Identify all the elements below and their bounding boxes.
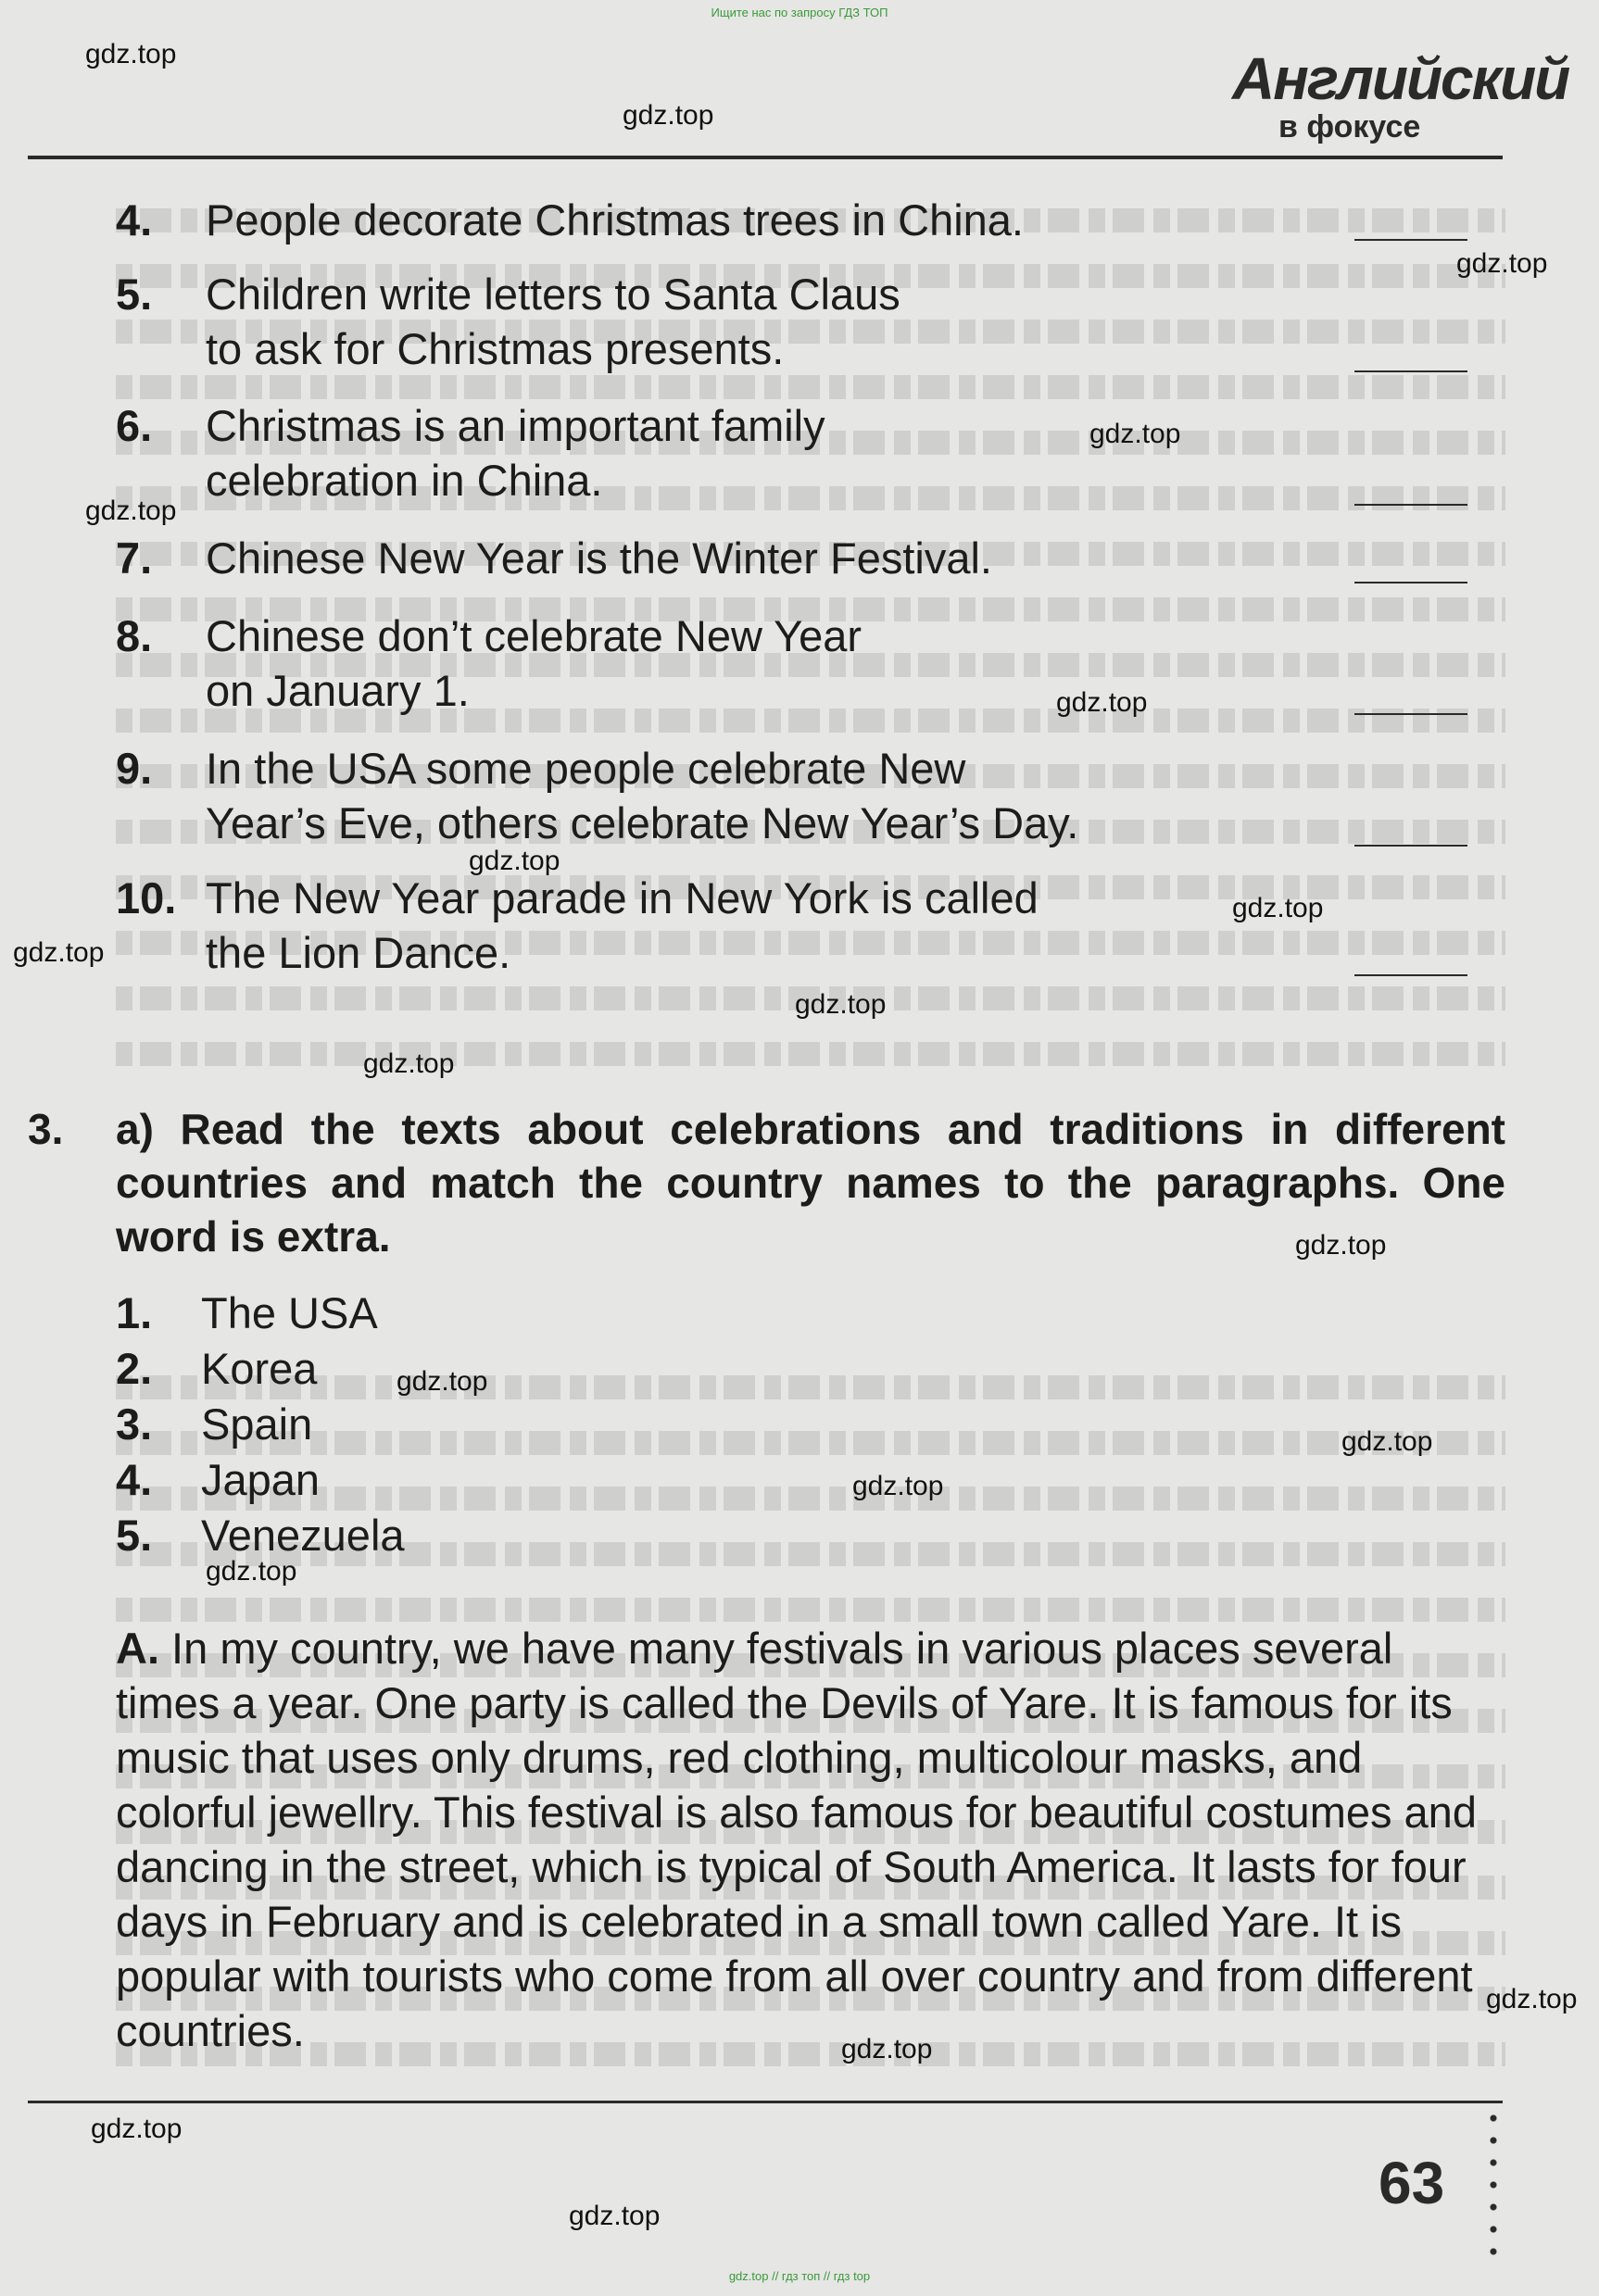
country-name: Venezuela <box>201 1511 405 1560</box>
watermark: gdz.top <box>85 496 177 526</box>
answer-blank[interactable] <box>1354 370 1467 372</box>
country-number: 4. <box>116 1455 153 1504</box>
watermark: gdz.top <box>852 1471 944 1501</box>
logo-subtitle: в фокусе <box>1278 109 1421 144</box>
statement-number: 5. <box>116 270 153 319</box>
answer-blank[interactable] <box>1354 582 1467 583</box>
watermark: gdz.top <box>1486 1984 1578 2014</box>
answer-blank[interactable] <box>1354 845 1467 847</box>
footer-dotted-line <box>1488 2107 1499 2265</box>
country-item <box>116 1508 405 1562</box>
statement-text: People decorate Christmas trees in China. <box>206 195 1024 245</box>
page-number: 63 <box>1379 2150 1445 2216</box>
watermark: gdz.top <box>469 846 560 876</box>
country-name: The USA <box>201 1288 378 1337</box>
country-name: Spain <box>201 1399 313 1449</box>
paragraph-text: In my country, we have many festivals in various places several times a year. One party is called the Devils of Yare. It is famous for its music that uses only drums, red clothing, multicolour masks, and colorful jewellry. This festival is also famous for beautiful costumes and dancing in the street, which is typical of South America. It lasts for four days in February and is celebrated in a small town called Yare. It is popular with tourists who come from all over country and from different countries. <box>116 1624 1477 2055</box>
footer-rule <box>28 2101 1503 2103</box>
watermark: gdz.top <box>623 100 714 131</box>
watermark: gdz.top <box>397 1366 488 1397</box>
exercise-number: 3. <box>28 1105 64 1153</box>
statement-text: Christmas is an important family celebration in China. <box>206 401 825 505</box>
watermark: gdz.top <box>1232 893 1324 923</box>
watermark: gdz.top <box>569 2201 661 2231</box>
statement-number: 8. <box>116 611 153 660</box>
country-item <box>116 1397 312 1451</box>
header-rule <box>28 156 1503 159</box>
textbook-logo <box>1232 44 1569 146</box>
country-item <box>116 1286 378 1340</box>
top-banner-note: Ищите нас по запросу ГДЗ ТОП <box>711 6 888 19</box>
watermark: gdz.top <box>841 2034 933 2064</box>
country-name: Japan <box>201 1455 321 1504</box>
answer-blank[interactable] <box>1354 974 1467 976</box>
country-number: 2. <box>116 1344 153 1393</box>
statement-number: 7. <box>116 533 153 583</box>
statement-text: The New Year parade in New York is called the Lion Dance. <box>206 873 1039 977</box>
country-name: Korea <box>201 1344 318 1393</box>
statement-text: In the USA some people celebrate New Year’s Eve, others celebrate New Year’s Day. <box>206 744 1079 847</box>
watermark: gdz.top <box>1056 687 1148 718</box>
watermark: gdz.top <box>363 1048 455 1079</box>
watermark: gdz.top <box>1295 1230 1387 1261</box>
statement-text: Children write letters to Santa Claus to ask for Christmas presents. <box>206 270 900 373</box>
watermark: gdz.top <box>1341 1426 1433 1457</box>
country-number: 1. <box>116 1288 153 1337</box>
statement-number: 9. <box>116 744 153 793</box>
statement-number: 4. <box>116 195 153 245</box>
country-number: 3. <box>116 1399 153 1449</box>
statement-number: 6. <box>116 401 153 450</box>
watermark: gdz.top <box>91 2114 183 2144</box>
answer-blank[interactable] <box>1354 504 1467 506</box>
watermark: gdz.top <box>1089 419 1181 449</box>
watermark: gdz.top <box>206 1556 297 1587</box>
statement-number: 10. <box>116 873 177 922</box>
country-number: 5. <box>116 1511 153 1560</box>
watermark: gdz.top <box>795 989 887 1020</box>
answer-blank[interactable] <box>1354 239 1467 241</box>
country-item <box>116 1452 320 1507</box>
statement-text: Chinese New Year is the Winter Festival. <box>206 533 992 583</box>
bottom-banner-note: gdz.top // гдз топ // гдз top <box>728 2269 871 2283</box>
paragraph-a <box>116 1621 1503 2058</box>
watermark: gdz.top <box>1456 248 1548 279</box>
exercise-text: a) Read the texts about celebrations and traditions in different countries and match the country names to the paragraphs. One word is extra. <box>116 1105 1505 1261</box>
logo-title: Английский <box>1232 45 1569 112</box>
answer-blank[interactable] <box>1354 713 1467 715</box>
country-item <box>116 1341 317 1396</box>
watermark: gdz.top <box>85 39 177 69</box>
watermark: gdz.top <box>13 937 105 968</box>
statement-text: Chinese don’t celebrate New Year on January 1. <box>206 611 862 715</box>
paragraph-label: A. <box>116 1624 159 1673</box>
